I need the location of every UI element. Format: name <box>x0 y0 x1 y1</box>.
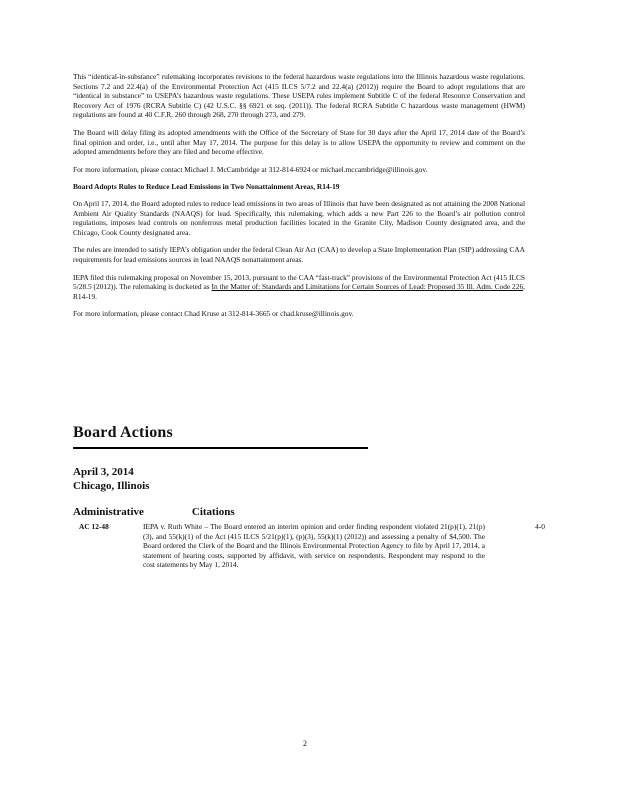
sip-paragraph: The rules are intended to satisfy IEPA’s obligation under the federal Clean Air Act (CAA) to develop a State Implementation Plan (SIP) addressing CAA requirements for lead emissions sources in lead NAAQS nonattainment areas. <box>73 245 525 264</box>
actions-category: Administrative <box>73 506 144 518</box>
identical-in-substance-paragraph: This “identical-in-substance” rulemaking incorporates revisions to the federal hazardous waste regulations into the Illinois hazardous waste regulations. Sections 7.2 and 22.4(a) of the Environmental Protection Act (415 ILCS 5/7.2 and 22.4(a) (2012)) require the Board to adopt regulations that are “identical in substance” to USEPA’s hazardous waste regulations. These USEPA rules implement Subtitle C of the federal Resource Conservation and Recovery Act of 1976 (RCRA Subtitle C) (42 U.S.C. §§ 6921 et seq. (2011)). The federal RCRA Subtitle C hazardous waste management (HWM) regulations are found at 40 C.F.R. 260 through 268, 270 through 273, and 279. <box>73 72 525 120</box>
meeting-date: April 3, 2014 <box>73 466 134 478</box>
page-number: 2 <box>303 739 307 748</box>
lead-rules-paragraph: On April 17, 2014, the Board adopted rules to reduce lead emissions in two areas of Illinois that have been designated as not attaining the 2008 National Ambient Air Quality Standards (NAAQS) for lead. Specifically, this rulemaking, which adds a new Part 226 to the Board’s air pollution control regulations, imposes lead controls on nonferrous metal production facilities located in the Granite City, Madison County designated area, and the Chicago, Cook County designated area. <box>73 198 525 237</box>
contact-mccambridge-paragraph: For more information, please contact Michael J. McCambridge at 312-814-6924 or michael.mccambridge@illinois.gov. <box>73 164 428 174</box>
action-description: IEPA v. Ruth White – The Board entered an interim opinion and order finding respondent violated 21(p)(1), 21(p)(3), and 55(k)(1) of the Act (415 ILCS 5/21(p)(1), (p)(3), 55(k)(1) (2012)) and assessing a penalty of $4,500. The Board ordered the Clerk of the Board and the Illinois Environmental Protection Agency to file by April 17, 2014, a statement of hearing costs, supported by affidavit, with service on respondents. Respondent may respond to the cost statements by May 1, 2014. <box>143 522 485 570</box>
filing-text-before: IEPA filed this rulemaking proposal on November 15, 2013, pursuant to the CAA “fast-track” provisions of the Environmental Protection Act (415 ILCS 5/28.5 (2012)). The rulemaking is docketed as <box>73 272 525 292</box>
actions-heading <box>73 506 235 518</box>
actions-subcategory: Citations <box>191 506 235 518</box>
rulemaking-summary <box>73 72 525 327</box>
section-title: Board Actions <box>73 424 173 441</box>
lead-rulemaking-heading: Board Adopts Rules to Reduce Lead Emissions in Two Nonattainment Areas, R14-19 <box>73 182 340 192</box>
section-divider <box>73 447 368 449</box>
vote-count: 4-0 <box>535 522 545 531</box>
case-number: AC 12-48 <box>79 522 109 531</box>
meeting-info <box>73 465 149 493</box>
filing-text-after: , R14-19. <box>73 282 526 301</box>
meeting-place: Chicago, Illinois <box>73 480 150 492</box>
contact-kruse-paragraph: For more information, please contact Chad Kruse at 312-814-3665 or chad.kruse@illinois.gov. <box>73 309 354 319</box>
filing-paragraph <box>73 273 525 302</box>
filing-delay-paragraph: The Board will delay filing its adopted amendments with the Office of the Secretary of State for 30 days after the April 17, 2014 date of the Board’s final opinion and order, i.e., until after May 17, 2014. The purpose for this delay is to allow USEPA the opportunity to review and comment on the adopted amendments before they are filed and become effective. <box>73 127 525 157</box>
docket-caption: In the Matter of: Standards and Limitations for Certain Sources of Lead: Proposed 35 Ill. Adm. Code 226 <box>211 282 524 292</box>
